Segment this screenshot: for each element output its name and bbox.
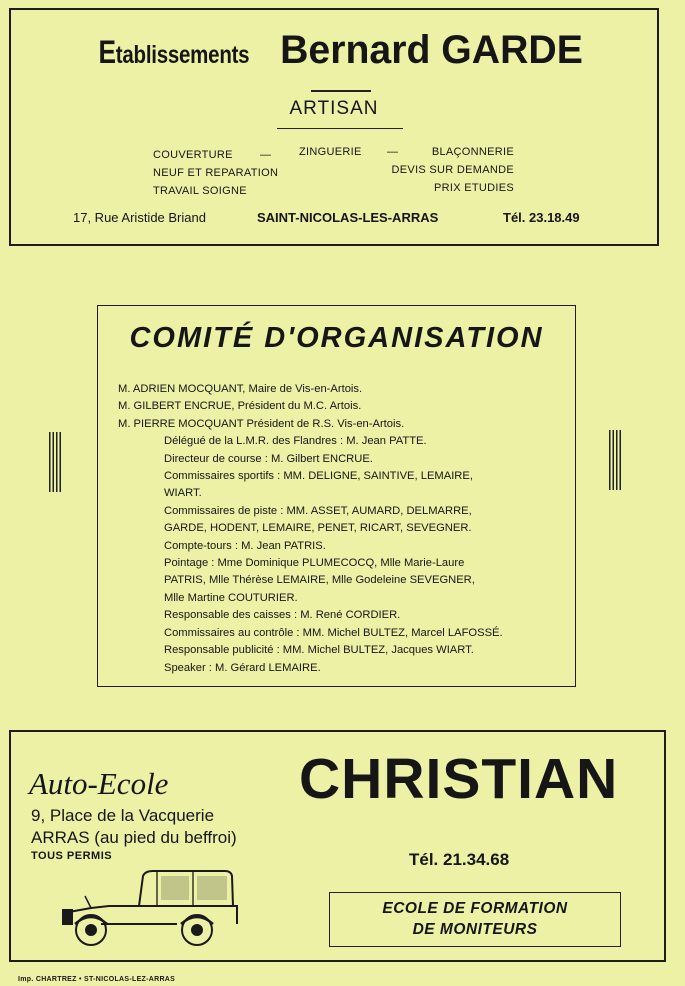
services-col-1: COUVERTURE NEUF ET REPARATION TRAVAIL SOIGNE <box>153 149 279 197</box>
trade-label: ARTISAN <box>289 98 379 119</box>
garde-advertisement <box>9 8 659 246</box>
decorative-bars <box>49 432 61 492</box>
services-col-3: BLAÇONNERIE DEVIS SUR DEMANDE PRIX ETUDIES <box>391 146 514 194</box>
committee-member-line: M. PIERRE MOCQUANT Président de R.S. Vis-en-Artois. <box>118 417 405 430</box>
committee-member-line: Mlle Martine COUTURIER. <box>164 591 298 604</box>
committee-member-line: Compte-tours : M. Jean PATRIS. <box>164 539 326 552</box>
training-box: ECOLE DE FORMATION DE MONITEURS <box>329 892 621 947</box>
phone: Tél. 21.34.68 <box>409 850 510 869</box>
etablissements-label: Etablissements <box>98 34 250 70</box>
committee-member-line: Responsable publicité : MM. Michel BULTEZ, Jacques WIART. <box>164 644 474 657</box>
committee-member-line: Directeur de course : M. Gilbert ENCRUE. <box>164 452 373 465</box>
committee-title: COMITÉ D'ORGANISATION <box>129 322 544 354</box>
committee-member-line: M. GILBERT ENCRUE, Président du M.C. Artois. <box>118 400 362 413</box>
school-name: CHRISTIAN <box>299 747 619 811</box>
committee-member-line: Commissaires de piste : MM. ASSET, AUMARD, DELMARRE, <box>164 504 472 517</box>
decorative-bars <box>609 430 621 490</box>
divider <box>277 128 403 129</box>
phone: Tél. 23.18.49 <box>503 210 580 225</box>
address-line-1: 9, Place de la Vacquerie <box>31 806 215 825</box>
committee-member-line: WIART. <box>164 487 202 500</box>
committee-member-line: GARDE, HODENT, LEMAIRE, PENET, RICART, SEVEGNER. <box>164 522 472 535</box>
committee-member-line: Pointage : Mme Dominique PLUMECOCQ, Mlle Marie-Laure <box>164 557 465 570</box>
committee-member-line: Responsable des caisses : M. René CORDIER. <box>164 609 401 622</box>
committee-member-line: Délégué de la L.M.R. des Flandres : M. Jean PATTE. <box>164 435 427 448</box>
committee-member-line: Commissaires au contrôle : MM. Michel BULTEZ, Marcel LAFOSSÉ. <box>164 626 503 639</box>
business-heading <box>11 28 657 73</box>
licenses-label: TOUS PERMIS <box>31 850 113 862</box>
committee-member-line: PATRIS, Mlle Thérèse LEMAIRE, Mlle Godeleine SEVEGNER, <box>164 574 475 587</box>
school-type: Auto-Ecole <box>29 766 169 801</box>
committee-member-line: Speaker : M. Gérard LEMAIRE. <box>164 661 321 674</box>
address-line-2: ARRAS (au pied du beffroi) <box>31 828 237 847</box>
dash: — <box>387 146 399 158</box>
auto-ecole-advertisement <box>9 730 666 962</box>
services-col-2: ZINGUERIE <box>299 146 362 158</box>
vintage-car-icon <box>61 862 239 948</box>
town: SAINT-NICOLAS-LES-ARRAS <box>257 210 439 225</box>
organising-committee <box>97 305 576 687</box>
committee-member-line: M. ADRIEN MOCQUANT, Maire de Vis-en-Artois. <box>118 383 363 395</box>
committee-list <box>118 381 503 677</box>
business-name: Bernard GARDE <box>279 28 583 72</box>
divider <box>311 90 371 92</box>
dash: — <box>260 149 272 161</box>
printer-imprint: Imp. CHARTREZ • ST-NICOLAS-LEZ-ARRAS <box>18 976 176 983</box>
committee-member-line: Commissaires sportifs : MM. DELIGNE, SAINTIVE, LEMAIRE, <box>164 470 473 483</box>
address: 17, Rue Aristide Briand <box>73 210 206 225</box>
